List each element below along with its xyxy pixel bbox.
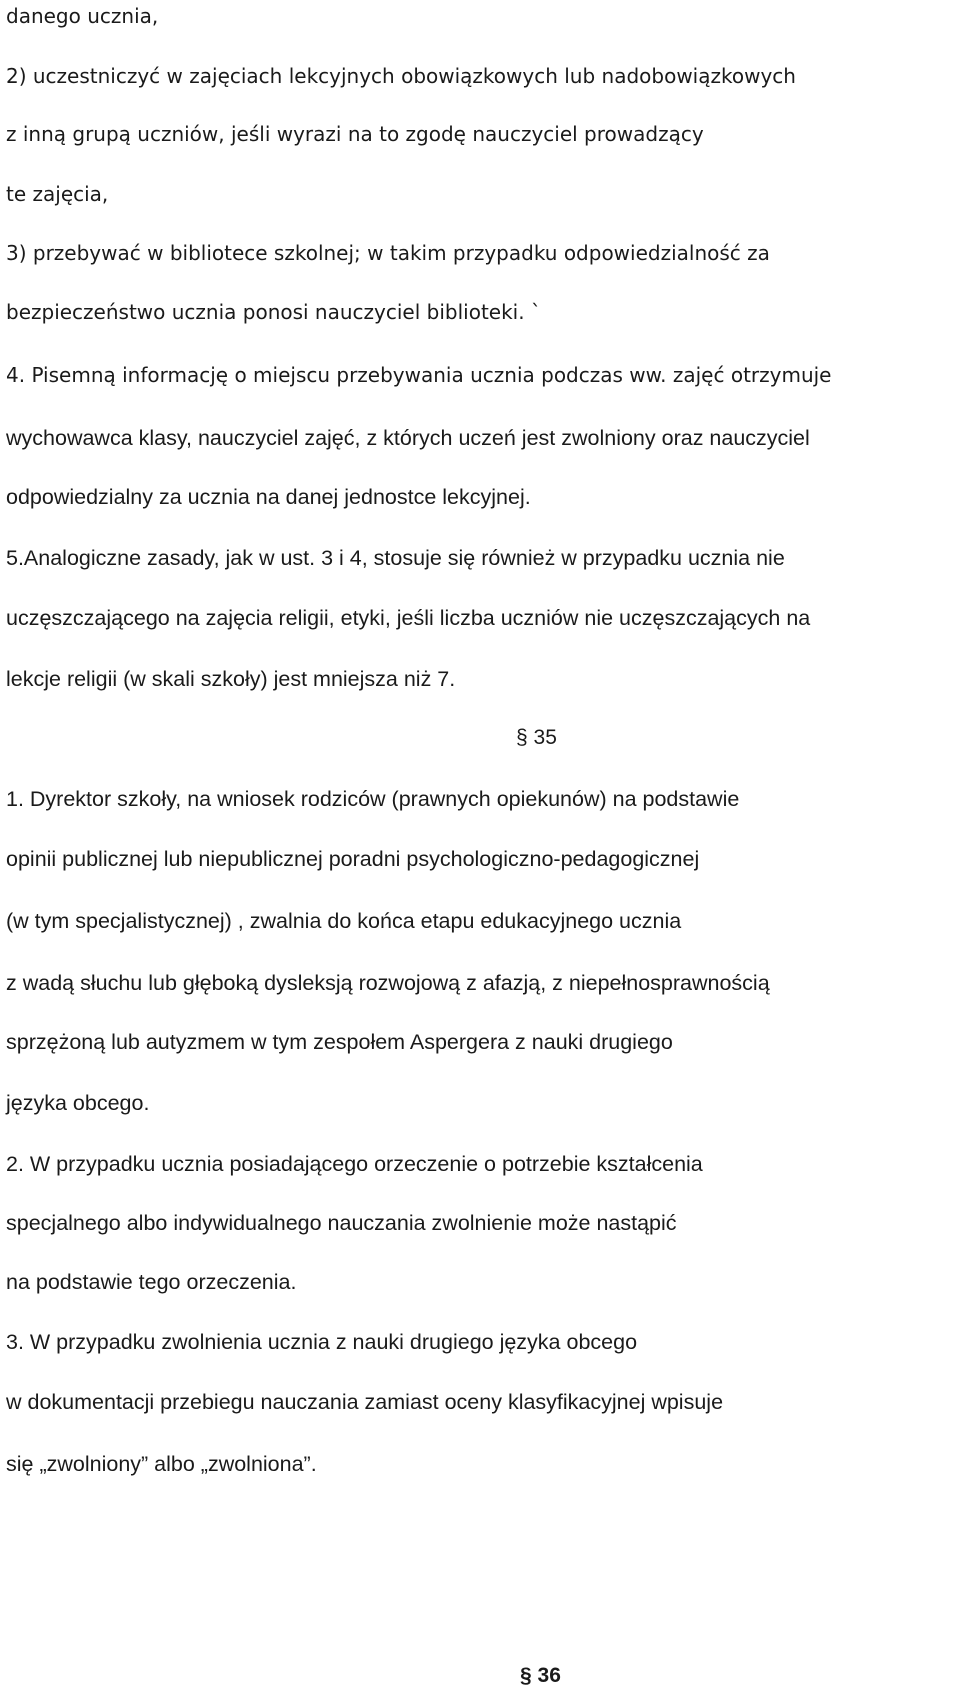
text-line: odpowiedzialny za ucznia na danej jednostce lekcyjnej. bbox=[6, 485, 531, 509]
text-line: (w tym specjalistycznej) , zwalnia do końca etapu edukacyjnego ucznia bbox=[6, 909, 682, 933]
text-line: na podstawie tego orzeczenia. bbox=[6, 1270, 297, 1294]
text-line: się „zwolniony” albo „zwolniona”. bbox=[6, 1452, 317, 1476]
text-line: 2) uczestniczyć w zajęciach lekcyjnych obowiązkowych lub nadobowiązkowych bbox=[6, 64, 796, 88]
text-line: w dokumentacji przebiegu nauczania zamiast oceny klasyfikacyjnej wpisuje bbox=[6, 1390, 724, 1414]
text-line: 5.Analogiczne zasady, jak w ust. 3 i 4, stosuje się również w przypadku ucznia nie bbox=[6, 546, 785, 570]
text-line: 4. Pisemną informację o miejscu przebywania ucznia podczas ww. zajęć otrzymuje bbox=[6, 363, 832, 387]
text-line: danego ucznia, bbox=[6, 4, 159, 28]
text-line: języka obcego. bbox=[6, 1091, 150, 1115]
text-line: te zajęcia, bbox=[6, 182, 109, 206]
text-line: 2. W przypadku ucznia posiadającego orzeczenie o potrzebie kształcenia bbox=[6, 1152, 703, 1176]
text-line: sprzężoną lub autyzmem w tym zespołem Aspergera z nauki drugiego bbox=[6, 1030, 673, 1054]
text-line: 3) przebywać w bibliotece szkolnej; w takim przypadku odpowiedzialność za bbox=[6, 241, 770, 265]
text-line: opinii publicznej lub niepublicznej poradni psychologiczno-pedagogicznej bbox=[6, 847, 700, 871]
text-line: z wadą słuchu lub głęboką dysleksją rozwojową z afazją, z niepełnosprawnością bbox=[6, 971, 770, 995]
text-line: uczęszczającego na zajęcia religii, etyki, jeśli liczba uczniów nie uczęszczających na bbox=[6, 606, 811, 630]
text-line: bezpieczeństwo ucznia ponosi nauczyciel biblioteki. ` bbox=[6, 300, 541, 324]
text-line: wychowawca klasy, nauczyciel zajęć, z których uczeń jest zwolniony oraz nauczyciel bbox=[6, 426, 810, 450]
text-line: specjalnego albo indywidualnego nauczania zwolnienie może nastąpić bbox=[6, 1211, 677, 1235]
section-heading-35: § 35 bbox=[516, 726, 557, 749]
section-heading-36: § 36 bbox=[520, 1664, 561, 1687]
text-line: 3. W przypadku zwolnienia ucznia z nauki drugiego języka obcego bbox=[6, 1330, 638, 1354]
text-line: z inną grupą uczniów, jeśli wyrazi na to zgodę nauczyciel prowadzący bbox=[6, 122, 704, 146]
text-line: 1. Dyrektor szkoły, na wniosek rodziców (prawnych opiekunów) na podstawie bbox=[6, 787, 740, 811]
text-line: lekcje religii (w skali szkoły) jest mniejsza niż 7. bbox=[6, 667, 456, 691]
